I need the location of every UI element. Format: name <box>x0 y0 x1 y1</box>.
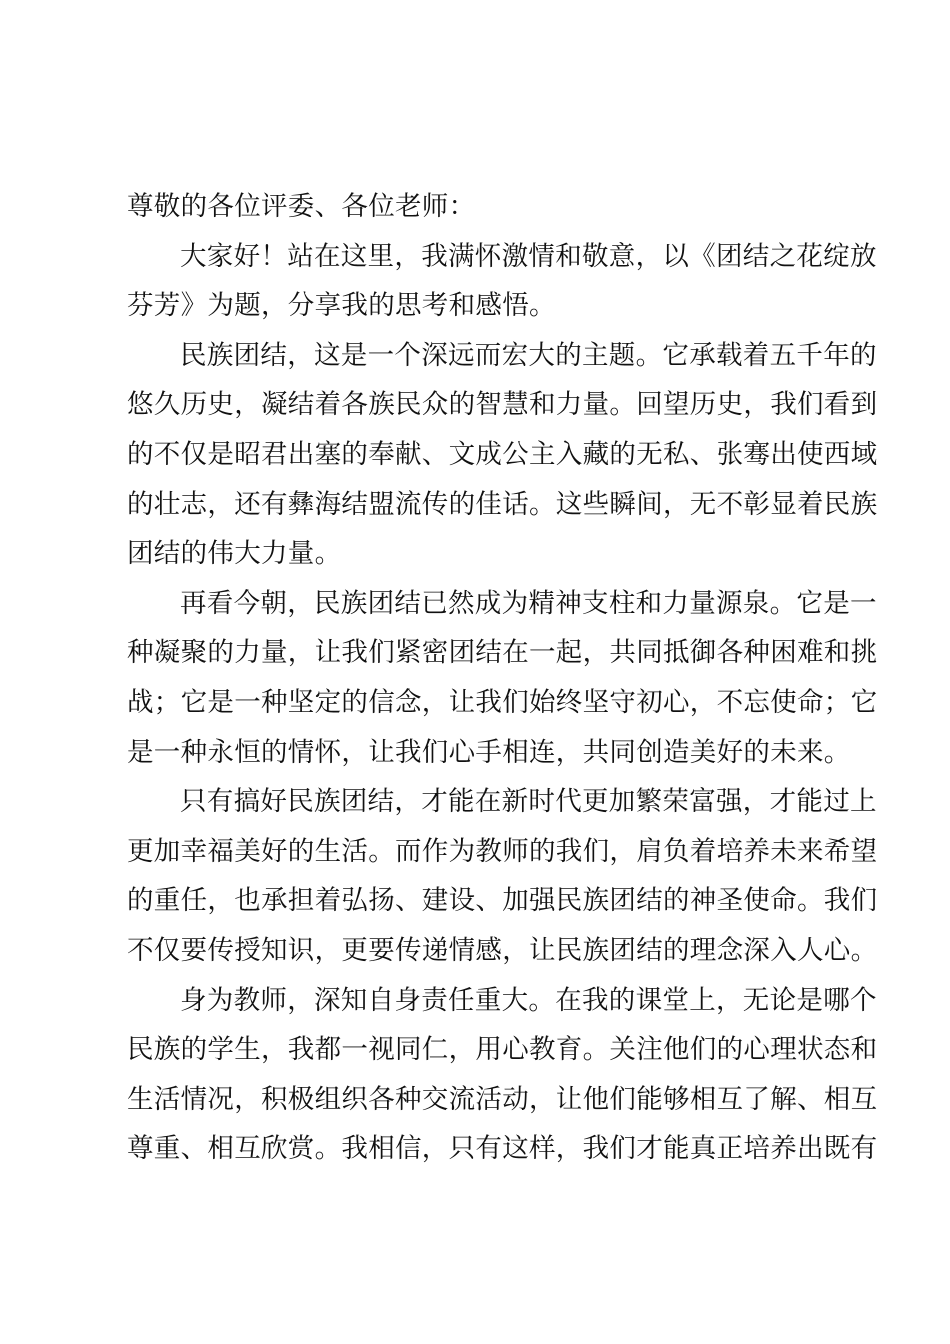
paragraph-line: 的不仅是昭君出塞的奉献、文成公主入藏的无私、张骞出使西域 <box>127 438 878 470</box>
paragraph-line: 悠久历史，凝结着各族民众的智慧和力量。回望历史，我们看到 <box>127 389 878 421</box>
paragraph-4 <box>127 777 878 975</box>
paragraph-line: 民族的学生，我都一视同仁，用心教育。关注他们的心理状态和 <box>127 1034 878 1066</box>
paragraph-2 <box>127 331 878 579</box>
paragraph-3 <box>127 579 878 777</box>
paragraph-5 <box>127 976 878 1174</box>
paragraph-line: 团结的伟大力量。 <box>127 538 342 570</box>
paragraph-line: 再看今朝，民族团结已然成为精神支柱和力量源泉。它是一 <box>180 587 877 619</box>
paragraph-1 <box>127 232 877 331</box>
paragraph-line: 种凝聚的力量，让我们紧密团结在一起，共同抵御各种困难和挑 <box>127 637 878 669</box>
paragraph-line: 身为教师，深知自身责任重大。在我的课堂上，无论是哪个 <box>180 984 877 1016</box>
paragraph-line: 更加幸福美好的生活。而作为教师的我们，肩负着培养未来希望 <box>127 835 878 867</box>
paragraph-line: 不仅要传授知识，更要传递情感，让民族团结的理念深入人心。 <box>127 934 878 966</box>
paragraph-line: 生活情况，积极组织各种交流活动，让他们能够相互了解、相互 <box>127 1083 878 1115</box>
paragraph-line: 民族团结，这是一个深远而宏大的主题。它承载着五千年的 <box>180 339 877 371</box>
document-page <box>127 182 878 1174</box>
paragraph-line: 大家好！站在这里，我满怀激情和敬意，以《团结之花绽放 <box>180 240 877 272</box>
paragraph-line: 尊重、相互欣赏。我相信，只有这样，我们才能真正培养出既有 <box>127 1133 878 1165</box>
paragraph-line: 芬芳》为题，分享我的思考和感悟。 <box>127 290 556 322</box>
paragraph-line: 战；它是一种坚定的信念，让我们始终坚守初心，不忘使命；它 <box>127 686 878 718</box>
paragraph-line: 只有搞好民族团结，才能在新时代更加繁荣富强，才能过上 <box>180 786 877 818</box>
salutation: 尊敬的各位评委、各位老师： <box>127 191 476 222</box>
paragraph-line: 的重任，也承担着弘扬、建设、加强民族团结的神圣使命。我们 <box>127 885 878 917</box>
paragraph-line: 是一种永恒的情怀，让我们心手相连，共同创造美好的未来。 <box>127 736 851 768</box>
paragraph-line: 的壮志，还有彝海结盟流传的佳话。这些瞬间，无不彰显着民族 <box>127 488 878 520</box>
